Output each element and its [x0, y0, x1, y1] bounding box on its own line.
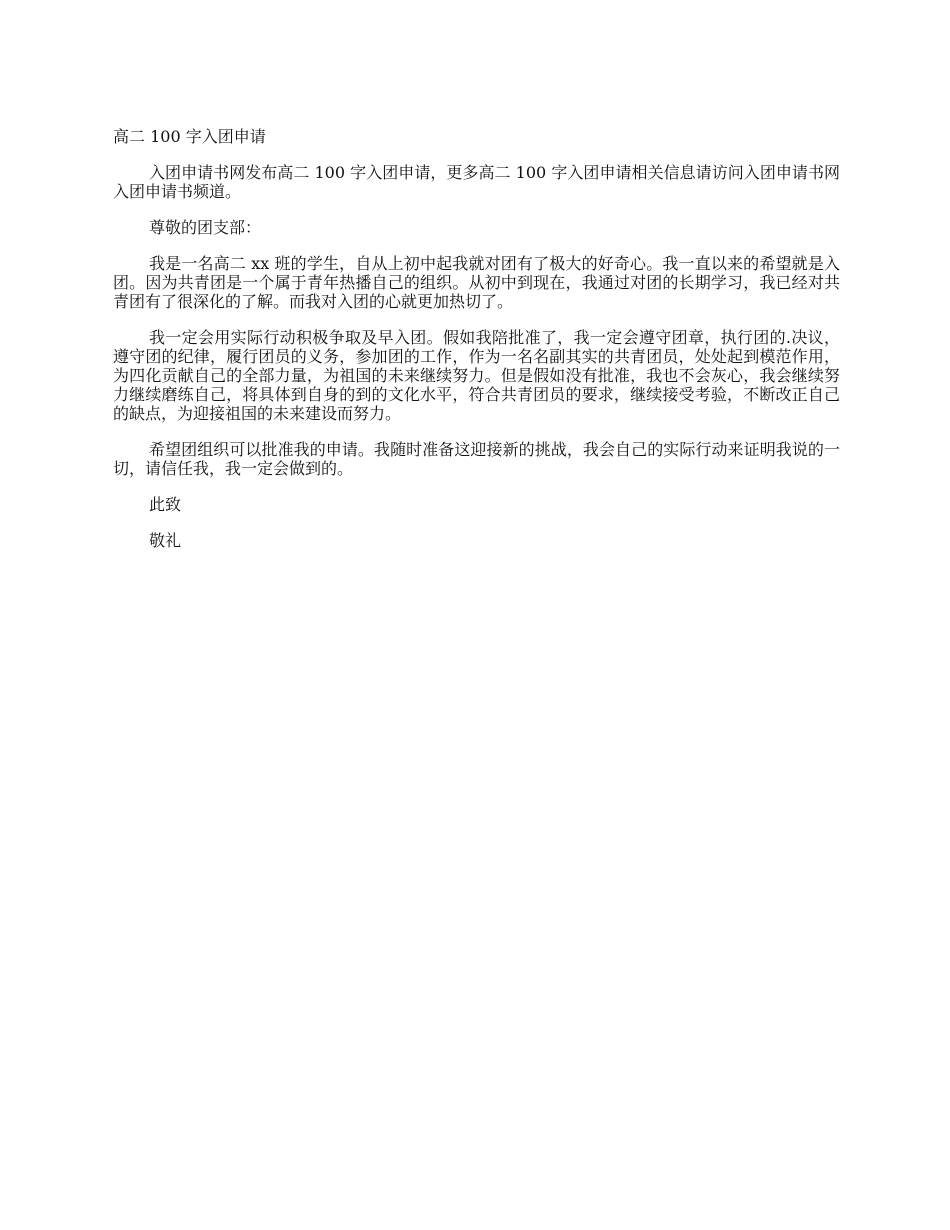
body-paragraph-1: 我是一名高二 xx 班的学生，自从上初中起我就对团有了极大的好奇心。我一直以来的希望就是入团。因为共青团是一个属于青年热播自己的组织。从初中到现在，我通过对团的长期学习，我已经对共青团有了很深化的了解。而我对入团的心就更加热切了。: [113, 254, 840, 311]
intro-paragraph: 入团申请书网发布高二 100 字入团申请，更多高二 100 字入团申请相关信息请访问入团申请书网入团申请书频道。: [113, 163, 840, 201]
closing-line: 此致: [149, 495, 182, 514]
body-paragraph-2: 我一定会用实际行动积极争取及早入团。假如我陪批准了，我一定会遵守团章，执行团的.决议，遵守团的纪律，履行团员的义务，参加团的工作，作为一名名副其实的共青团员，处处起到模范作用，为四化贡献自己的全部力量，为祖国的未来继续努力。但是假如没有批准，我也不会灰心，我会继续努力继续磨练自己，将具体到自身的到的文化水平，符合共青团员的要求，继续接受考验，不断改正自己的缺点，为迎接祖国的未来建设而努力。: [113, 328, 840, 423]
body-paragraph-3: 希望团组织可以批准我的申请。我随时准备这迎接新的挑战，我会自己的实际行动来证明我说的一切，请信任我，我一定会做到的。: [113, 440, 840, 478]
salutation: 尊敬的团支部：: [149, 218, 262, 237]
document-title: 高二 100 字入团申请: [113, 127, 266, 146]
document-page: [113, 127, 840, 567]
closing-regards: 敬礼: [149, 531, 182, 550]
